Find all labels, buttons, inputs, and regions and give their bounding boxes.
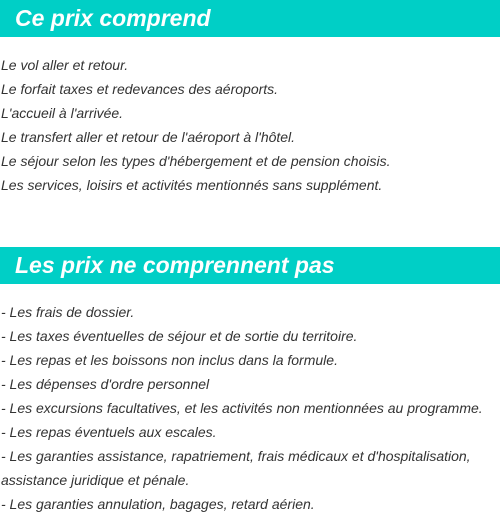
list-item: Le transfert aller et retour de l'aéroport à l'hôtel. [1, 129, 296, 145]
list-item: - Les taxes éventuelles de séjour et de sortie du territoire. [1, 328, 358, 344]
list-item: Le séjour selon les types d'hébergement et de pension choisis. [1, 153, 391, 169]
price-includes-list [0, 53, 500, 197]
list-item: - Les frais de dossier. [1, 304, 135, 320]
price-includes-heading: Ce prix comprend [0, 0, 500, 37]
list-item: - Les repas éventuels aux escales. [1, 424, 217, 440]
list-item: Les services, loisirs et activités mentionnés sans supplément. [1, 177, 383, 193]
list-item: Le forfait taxes et redevances des aéroports. [1, 81, 279, 97]
list-item: - Les repas et les boissons non inclus dans la formule. [1, 352, 338, 368]
list-item: Le vol aller et retour. [1, 57, 129, 73]
price-excludes-heading: Les prix ne comprennent pas [0, 247, 500, 284]
list-item: - Les dépenses d'ordre personnel [1, 376, 210, 392]
price-includes-section [0, 0, 500, 197]
price-excludes-section [0, 247, 500, 516]
list-item: - Les garanties assistance, rapatriement, frais médicaux et d'hospitalisation, assistance juridique et pénale. [1, 448, 471, 488]
list-item: - Les excursions facultatives, et les activités non mentionnées au programme. [1, 400, 483, 416]
list-item: - Les garanties annulation, bagages, retard aérien. [1, 496, 315, 512]
list-item: L'accueil à l'arrivée. [1, 105, 124, 121]
price-excludes-list [0, 300, 500, 516]
